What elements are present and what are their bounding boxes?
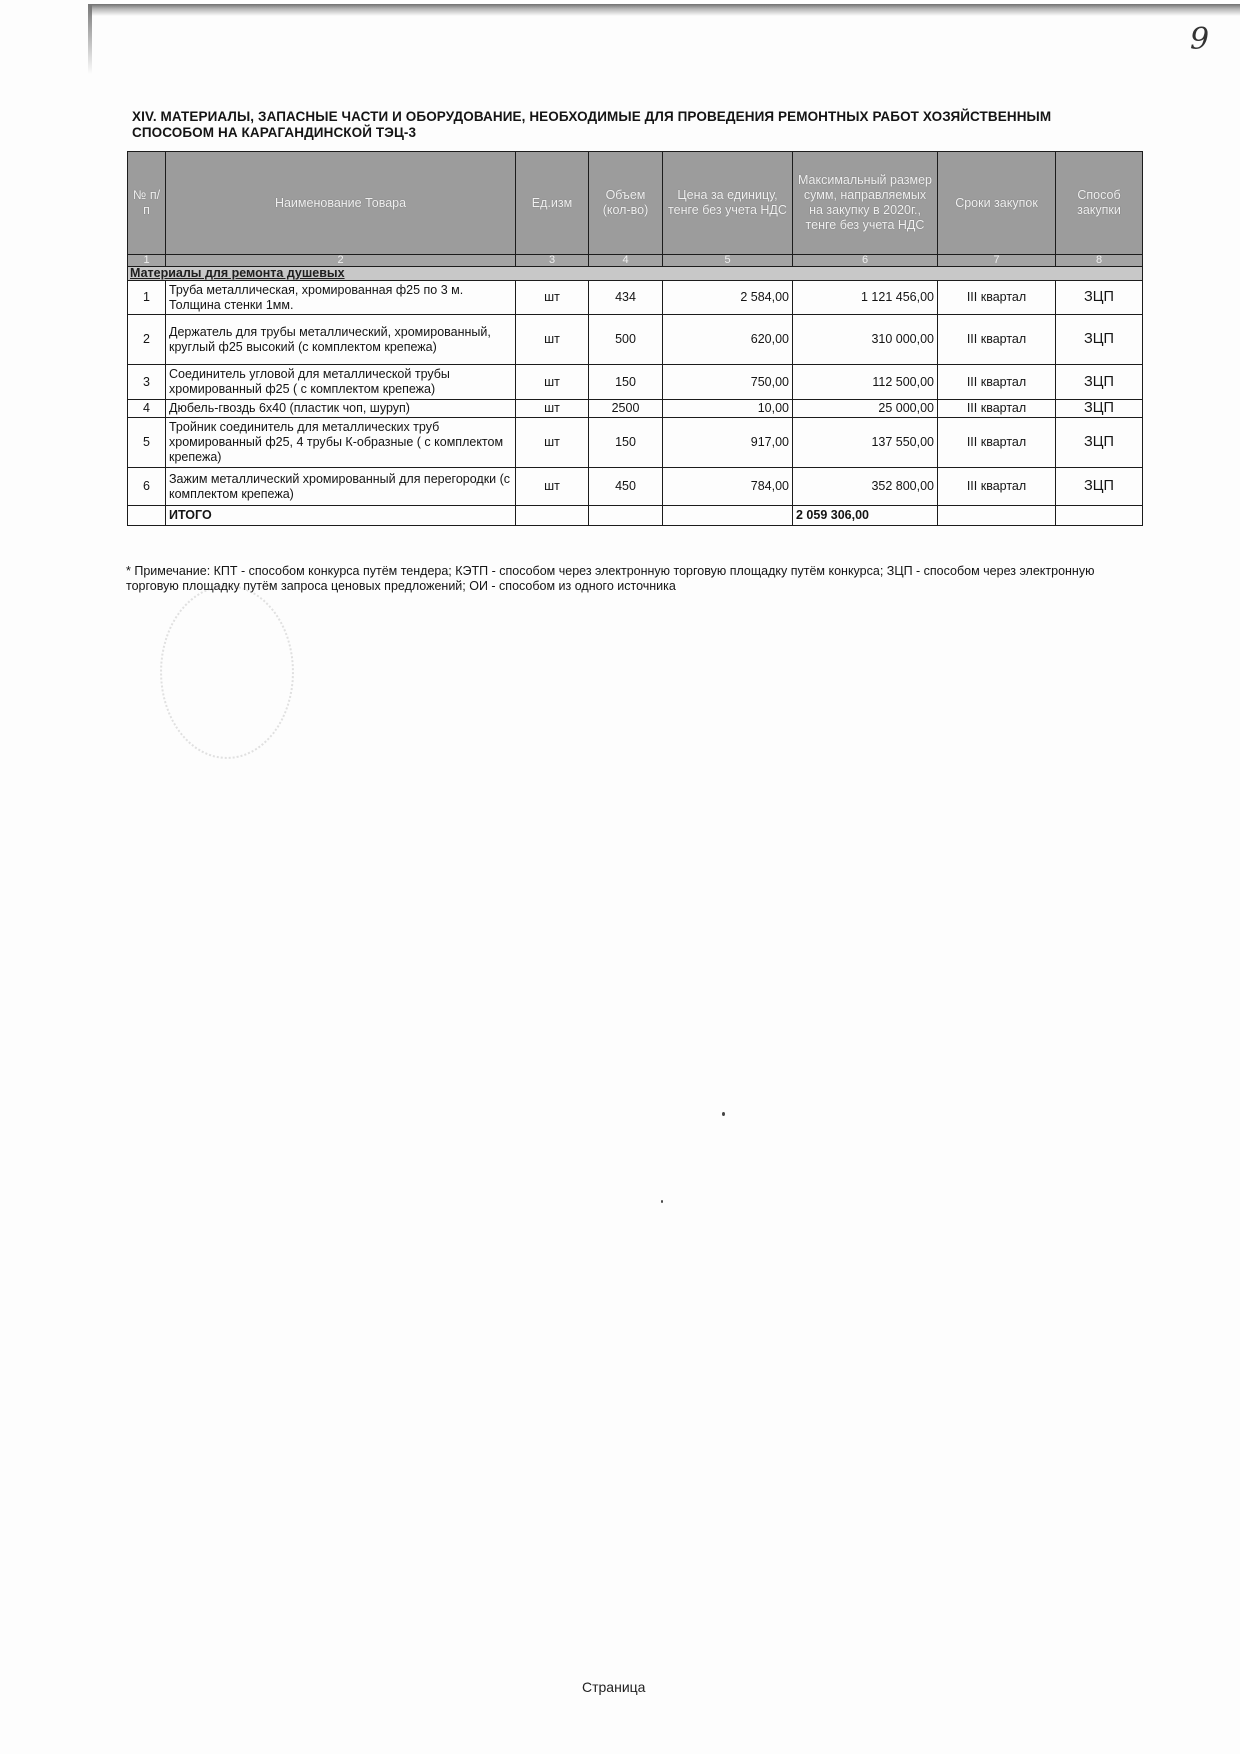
row-price: 2 584,00: [663, 281, 793, 315]
column-number-row: [128, 255, 1143, 267]
table-row: [128, 365, 1143, 400]
table-row: [128, 418, 1143, 468]
row-num: 2: [128, 315, 166, 365]
column-number: 1: [128, 255, 166, 267]
row-num: 6: [128, 468, 166, 506]
column-number: 3: [516, 255, 589, 267]
row-qty: 150: [589, 365, 663, 400]
header-period: Сроки закупок: [938, 152, 1056, 255]
row-method: ЗЦП: [1056, 281, 1143, 315]
row-name: Соединитель угловой для металлической трубы хромированный ф25 ( с комплектом крепежа): [166, 365, 516, 400]
table-row: [128, 468, 1143, 506]
faded-stamp: [160, 585, 294, 759]
row-method: ЗЦП: [1056, 468, 1143, 506]
scan-edge-left: [88, 4, 92, 74]
row-unit: шт: [516, 400, 589, 418]
table-row: [128, 281, 1143, 315]
row-qty: 150: [589, 418, 663, 468]
row-num: 1: [128, 281, 166, 315]
row-price: 750,00: [663, 365, 793, 400]
header-qty: Объем (кол-во): [589, 152, 663, 255]
header-row: [128, 152, 1143, 255]
procurement-table: [127, 151, 1143, 526]
header-method: Способ закупки: [1056, 152, 1143, 255]
page-footer: Страница: [582, 1679, 646, 1695]
column-number: 2: [166, 255, 516, 267]
table-row: [128, 315, 1143, 365]
table-row: [128, 400, 1143, 418]
row-method: ЗЦП: [1056, 315, 1143, 365]
row-name: Дюбель-гвоздь 6х40 (пластик чоп, шуруп): [166, 400, 516, 418]
total-empty: [1056, 506, 1143, 526]
footnote: * Примечание: КПТ - способом конкурса путём тендера; КЭТП - способом через электронную торговую площадку путём конкурса; ЗЦП - способом через электронную торговую площадку путём запроса ценовых предложений; ОИ - способом из одного источника: [126, 564, 1095, 593]
section-title: Материалы для ремонта душевых: [128, 267, 1143, 281]
title-line-1: XIV. МАТЕРИАЛЫ, ЗАПАСНЫЕ ЧАСТИ И ОБОРУДОВАНИЕ, НЕОБХОДИМЫЕ ДЛЯ ПРОВЕДЕНИЯ РЕМОНТНЫХ РАБОТ ХОЗЯЙСТВЕННЫМ: [132, 109, 1052, 124]
row-price: 620,00: [663, 315, 793, 365]
column-number: 5: [663, 255, 793, 267]
column-number: 7: [938, 255, 1056, 267]
row-method: ЗЦП: [1056, 365, 1143, 400]
row-method: ЗЦП: [1056, 400, 1143, 418]
total-empty: [128, 506, 166, 526]
row-qty: 434: [589, 281, 663, 315]
row-unit: шт: [516, 365, 589, 400]
row-method: ЗЦП: [1056, 418, 1143, 468]
title-line-2: СПОСОБОМ НА КАРАГАНДИНСКОЙ ТЭЦ-3: [132, 125, 417, 140]
row-num: 5: [128, 418, 166, 468]
header-price: Цена за единицу, тенге без учета НДС: [663, 152, 793, 255]
handwritten-page-number: 9: [1190, 22, 1210, 57]
scan-edge-top: [90, 4, 1240, 16]
row-period: III квартал: [938, 315, 1056, 365]
row-qty: 500: [589, 315, 663, 365]
header-unit: Ед.изм: [516, 152, 589, 255]
row-name: Зажим металлический хромированный для перегородки (с комплектом крепежа): [166, 468, 516, 506]
column-number: 6: [793, 255, 938, 267]
row-name: Держатель для трубы металлический, хромированный, круглый ф25 высокий (с комплектом крепежа): [166, 315, 516, 365]
row-period: III квартал: [938, 468, 1056, 506]
row-qty: 450: [589, 468, 663, 506]
row-period: III квартал: [938, 400, 1056, 418]
row-sum: 1 121 456,00: [793, 281, 938, 315]
row-name: Труба металлическая, хромированная ф25 по 3 м. Толщина стенки 1мм.: [166, 281, 516, 315]
total-empty: [663, 506, 793, 526]
row-num: 3: [128, 365, 166, 400]
scan-speck: [722, 1112, 725, 1116]
row-price: 784,00: [663, 468, 793, 506]
row-sum: 310 000,00: [793, 315, 938, 365]
row-price: 10,00: [663, 400, 793, 418]
document-title: [132, 109, 1132, 141]
total-empty: [516, 506, 589, 526]
section-row: [128, 267, 1143, 281]
row-sum: 137 550,00: [793, 418, 938, 468]
row-sum: 352 800,00: [793, 468, 938, 506]
row-qty: 2500: [589, 400, 663, 418]
row-period: III квартал: [938, 365, 1056, 400]
row-period: III квартал: [938, 418, 1056, 468]
column-number: 8: [1056, 255, 1143, 267]
total-label: ИТОГО: [166, 506, 516, 526]
header-num: № п/п: [128, 152, 166, 255]
row-price: 917,00: [663, 418, 793, 468]
total-sum: 2 059 306,00: [793, 506, 938, 526]
total-empty: [589, 506, 663, 526]
row-unit: шт: [516, 468, 589, 506]
row-unit: шт: [516, 281, 589, 315]
total-row: [128, 506, 1143, 526]
row-sum: 25 000,00: [793, 400, 938, 418]
column-number: 4: [589, 255, 663, 267]
header-sum: Максимальный размер сумм, направляемых на закупку в 2020г., тенге без учета НДС: [793, 152, 938, 255]
header-name: Наименование Товара: [166, 152, 516, 255]
row-sum: 112 500,00: [793, 365, 938, 400]
row-period: III квартал: [938, 281, 1056, 315]
row-num: 4: [128, 400, 166, 418]
scan-speck: [661, 1200, 663, 1203]
row-unit: шт: [516, 418, 589, 468]
row-unit: шт: [516, 315, 589, 365]
total-empty: [938, 506, 1056, 526]
row-name: Тройник соединитель для металлических труб хромированный ф25, 4 трубы К-образные ( с комплектом крепежа): [166, 418, 516, 468]
